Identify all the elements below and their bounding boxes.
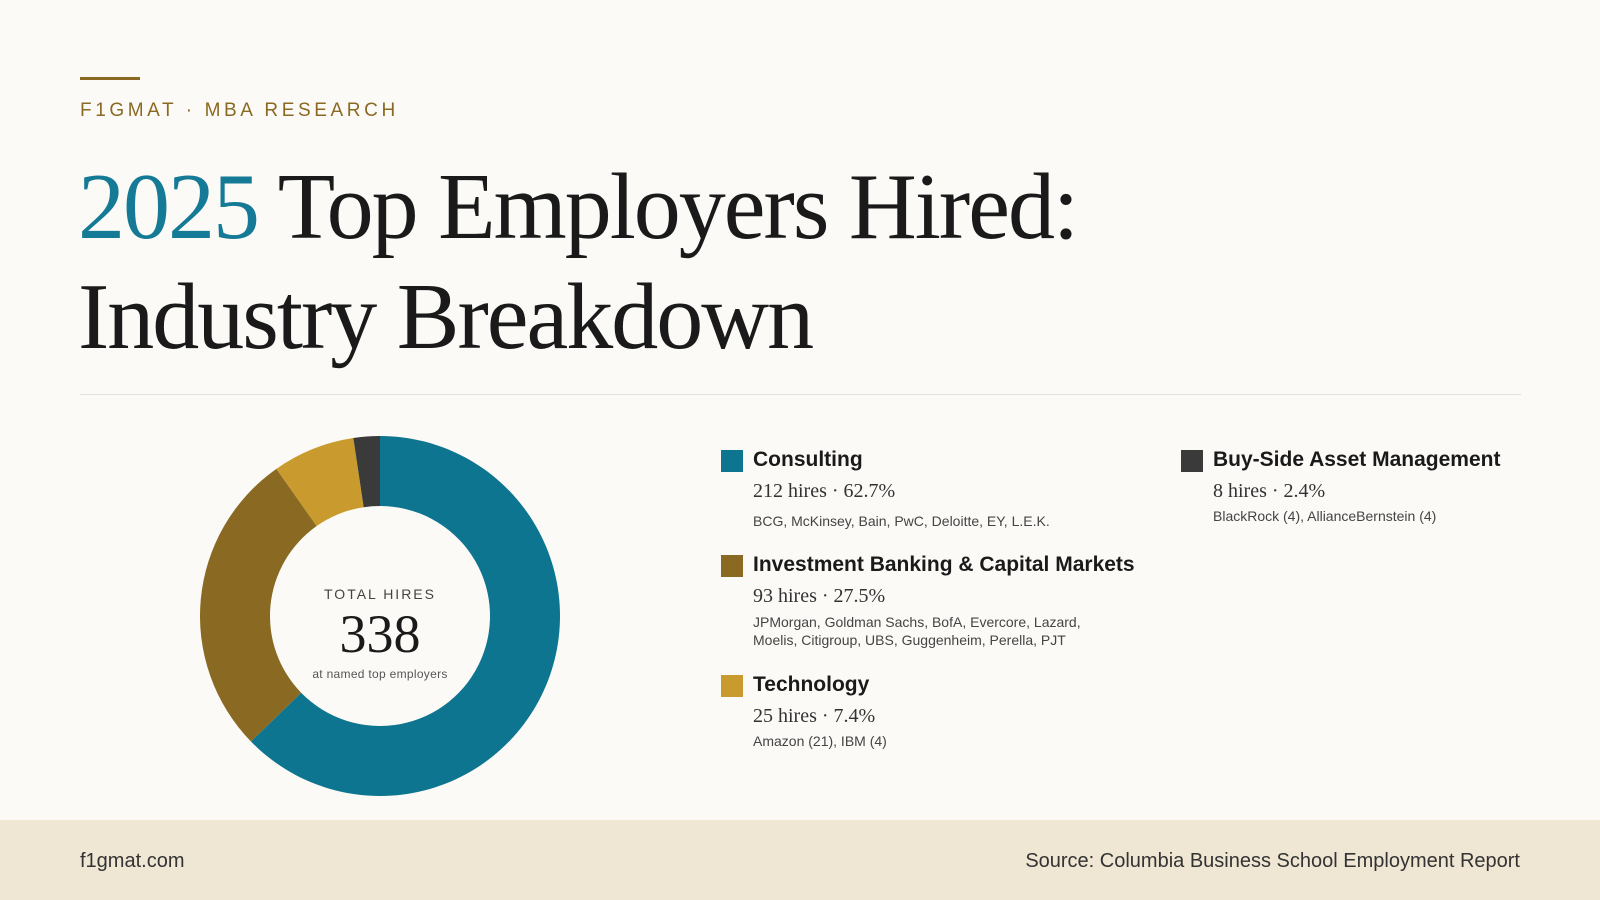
title-line-1: Top Employers Hired:: [258, 155, 1078, 259]
legend-name: Investment Banking & Capital Markets: [753, 553, 1135, 576]
total-hires-sublabel: at named top employers: [312, 667, 448, 681]
accent-bar: [80, 77, 140, 80]
divider: [80, 394, 1521, 395]
legend-stats: 25 hires · 7.4%: [753, 705, 876, 727]
footer-source: Source: Columbia Business School Employment Report: [1025, 850, 1520, 872]
legend-companies: JPMorgan, Goldman Sachs, BofA, Evercore, Lazard, Moelis, Citigroup, UBS, Guggenheim, Perella, PJT: [753, 614, 1081, 648]
legend-swatch: [721, 675, 743, 697]
legend-stats: 93 hires · 27.5%: [753, 585, 886, 607]
legend-name: Technology: [753, 673, 870, 696]
legend-companies: BlackRock (4), AllianceBernstein (4): [1213, 508, 1437, 524]
total-hires-value: 338: [339, 604, 421, 664]
legend-name: Buy-Side Asset Management: [1213, 448, 1501, 471]
eyebrow-label: F1GMAT · MBA RESEARCH: [80, 100, 399, 121]
legend-stats: 8 hires · 2.4%: [1213, 480, 1326, 502]
legend-companies: Amazon (21), IBM (4): [753, 733, 887, 749]
donut-chart: [196, 432, 564, 800]
title-line-2: Industry Breakdown: [78, 265, 813, 369]
legend-swatch: [721, 555, 743, 577]
total-hires-label: TOTAL HIRES: [324, 586, 436, 602]
title-year: 2025: [78, 155, 258, 259]
page-title: [78, 152, 1077, 372]
legend-stats: 212 hires · 62.7%: [753, 480, 896, 502]
legend-swatch: [721, 450, 743, 472]
footer-site: f1gmat.com: [80, 850, 185, 872]
legend-swatch: [1181, 450, 1203, 472]
legend-companies: BCG, McKinsey, Bain, PwC, Deloitte, EY, L.E.K.: [753, 513, 1050, 529]
legend-name: Consulting: [753, 448, 863, 471]
footer: [0, 820, 1600, 900]
